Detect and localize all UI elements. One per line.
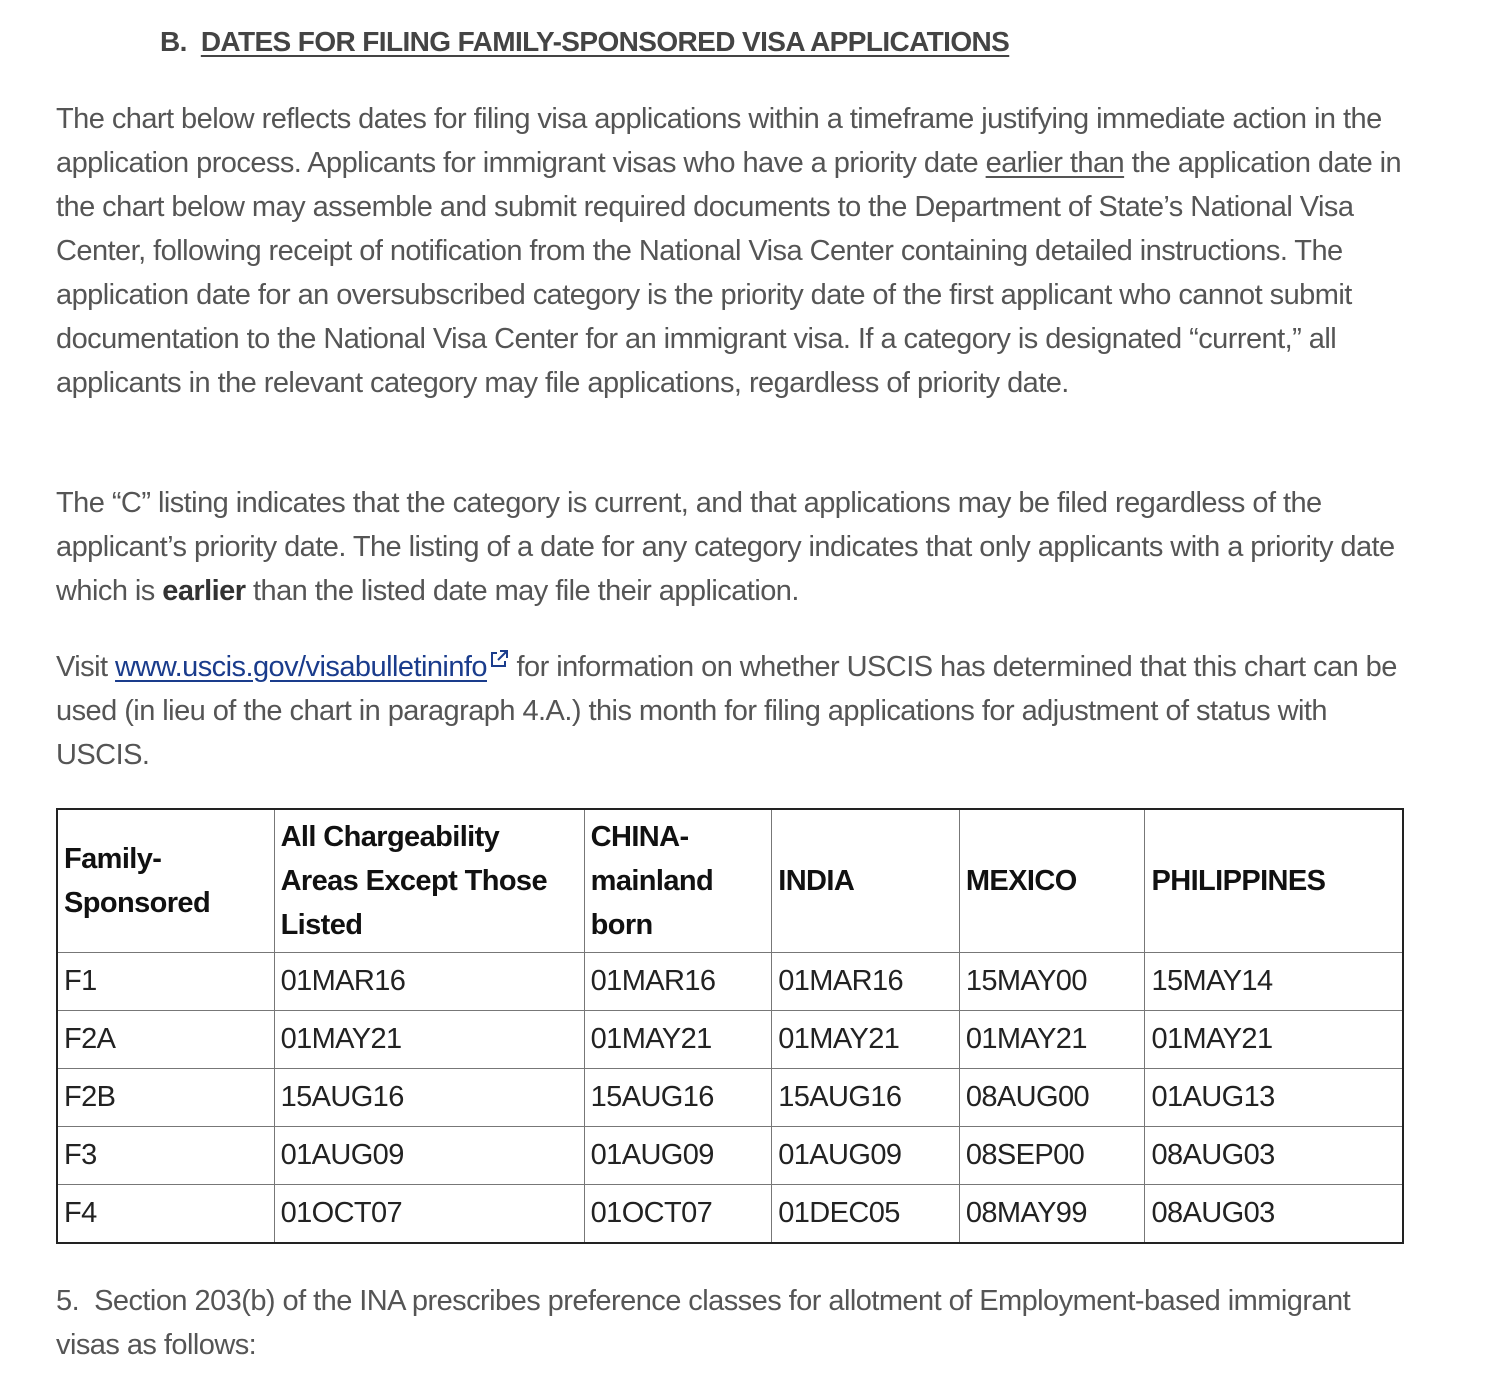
table-cell: 08AUG03 (1145, 1127, 1403, 1185)
paragraph-uscis-visit (56, 645, 1416, 777)
table-row (57, 1069, 1403, 1127)
paragraph1-text-b: the application date in the chart below may assemble and submit required documents to the Department of State’s National Visa Center, following receipt of notification from the National Visa Center containing detailed instructions. The application date for an oversubscribed category is the priority date of the first applicant who cannot submit documentation to the National Visa Center for an immigrant visa. If a category is designated “current,” all applicants in the relevant category may file applications, regardless of priority date. (56, 147, 1402, 399)
table-cell: 01MAY21 (772, 1011, 960, 1069)
table-cell: 01MAY21 (584, 1011, 772, 1069)
header-philippines: PHILIPPINES (1145, 809, 1403, 953)
table-header-row (57, 809, 1403, 953)
paragraph2-text-a: The “C” listing indicates that the category is current, and that applications may be filed regardless of the applicant’s priority date. The listing of a date for any category indicates that only applicants with a priority date which is (56, 487, 1395, 607)
table-cell: 01AUG09 (274, 1127, 584, 1185)
header-china: CHINA-mainland born (584, 809, 772, 953)
section-title: DATES FOR FILING FAMILY-SPONSORED VISA APPLICATIONS (200, 26, 1010, 57)
table-cell: 08AUG00 (959, 1069, 1145, 1127)
section-number: B. (160, 26, 187, 57)
table-row (57, 1127, 1403, 1185)
table-cell: 01MAR16 (274, 953, 584, 1011)
table-cell: F1 (57, 953, 274, 1011)
table-cell: F2B (57, 1069, 274, 1127)
paragraph-section-203b: 5. Section 203(b) of the INA prescribes preference classes for allotment of Employment-based immigrant visas as follows: (56, 1285, 1358, 1361)
table-cell: 15MAY14 (1145, 953, 1403, 1011)
earlier-bold: earlier (162, 575, 246, 607)
paragraph3-text-a: Visit (56, 651, 116, 683)
table-cell: 01MAR16 (772, 953, 960, 1011)
paragraph3-text-b: for information on whether USCIS has determined that this chart can be used (in lieu of the chart in paragraph 4.A.) this month for filing applications for adjustment of status with USCIS. (56, 651, 1397, 771)
paragraph2-text-b: than the listed date may file their application. (245, 575, 799, 607)
table-cell: 08AUG03 (1145, 1185, 1403, 1244)
paragraph1-text-a: The chart below reflects dates for filing visa applications within a timeframe justifying immediate action in the application process. Applicants for immigrant visas who have a priority date (56, 103, 1382, 179)
table-cell: 01OCT07 (274, 1185, 584, 1244)
table-row (57, 953, 1403, 1011)
table-cell: F3 (57, 1127, 274, 1185)
table-cell: 08MAY99 (959, 1185, 1145, 1244)
table-cell: 01OCT07 (584, 1185, 772, 1244)
header-family-sponsored: Family-Sponsored (57, 809, 274, 953)
table-cell: 01DEC05 (772, 1185, 960, 1244)
paragraph-current-listing (56, 481, 1416, 613)
table-row (57, 1185, 1403, 1244)
table-cell: 15MAY00 (959, 953, 1145, 1011)
table-cell: 01MAY21 (959, 1011, 1145, 1069)
table-cell: 15AUG16 (772, 1069, 960, 1127)
header-mexico: MEXICO (959, 809, 1145, 953)
header-all-chargeability: All Chargeability Areas Except Those Listed (274, 809, 584, 953)
table-cell: 01AUG09 (584, 1127, 772, 1185)
filing-dates-table (56, 808, 1404, 1244)
header-india: INDIA (772, 809, 960, 953)
table-cell: 01MAY21 (274, 1011, 584, 1069)
table-cell: 15AUG16 (584, 1069, 772, 1127)
table-cell: 08SEP00 (959, 1127, 1145, 1185)
table-cell: F4 (57, 1185, 274, 1244)
table-cell: 01MAY21 (1145, 1011, 1403, 1069)
table-cell: F2A (57, 1011, 274, 1069)
section-heading (160, 22, 1009, 62)
external-link-icon[interactable] (489, 649, 509, 669)
uscis-visa-bulletin-link[interactable]: www.uscis.gov/visabulletininfo (115, 651, 487, 683)
table-cell: 01AUG13 (1145, 1069, 1403, 1127)
table-cell: 01AUG09 (772, 1127, 960, 1185)
table-row (57, 1011, 1403, 1069)
paragraph-filing-dates (56, 97, 1416, 405)
table-cell: 01MAR16 (584, 953, 772, 1011)
earlier-than-underlined: earlier than (985, 147, 1125, 179)
table-cell: 15AUG16 (274, 1069, 584, 1127)
